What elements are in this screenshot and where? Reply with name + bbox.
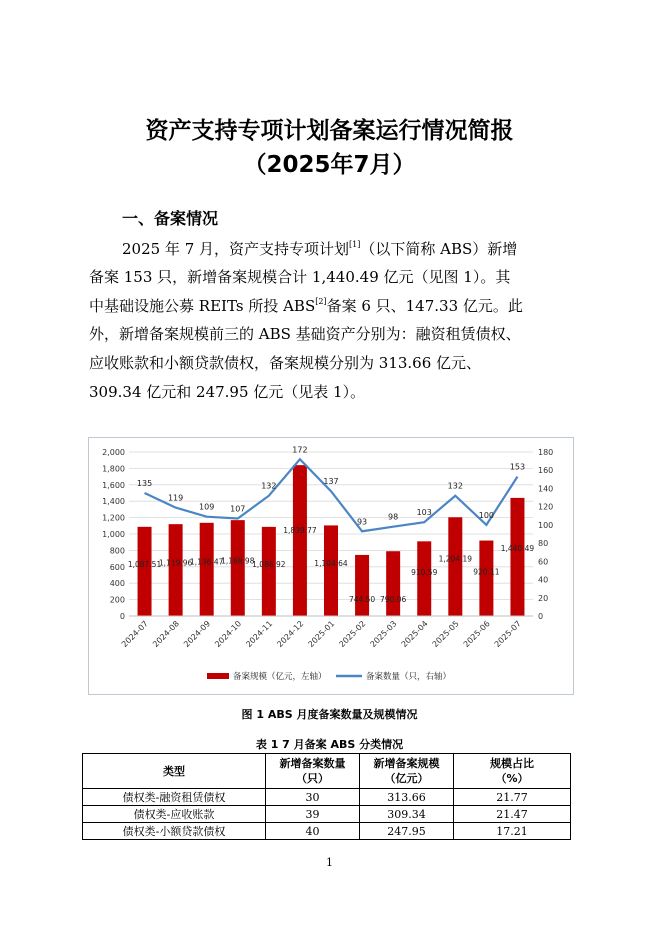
bar xyxy=(231,520,245,616)
bar-value-label: 910.59 xyxy=(411,567,438,577)
left-tick-label: 0 xyxy=(119,612,125,621)
legend-bar-label: 备案规模（亿元，左轴） xyxy=(233,672,327,682)
line-value-label: 103 xyxy=(416,508,432,518)
bar-value-label: 1,440.49 xyxy=(500,544,535,554)
document-title: 资产支持专项计划备案运行情况简报 xyxy=(145,118,514,144)
paragraph-line xyxy=(89,352,589,373)
table-cell: 21.47 xyxy=(454,806,571,823)
left-tick-label: 1,000 xyxy=(102,530,125,539)
right-tick-label: 80 xyxy=(538,539,549,549)
table-row xyxy=(83,789,571,806)
bar-value-label: 920.11 xyxy=(473,567,500,577)
left-tick-label: 1,200 xyxy=(102,513,125,523)
table-cell: 40 xyxy=(266,823,360,840)
right-tick-label: 60 xyxy=(538,557,549,567)
classification-table xyxy=(82,753,571,840)
left-tick-label: 600 xyxy=(109,562,125,572)
right-tick-label: 120 xyxy=(538,502,554,512)
table-cell: 313.66 xyxy=(360,789,454,806)
figure-caption: 图 1 ABS 月度备案数量及规模情况 xyxy=(241,708,418,721)
table-cell: 309.34 xyxy=(360,806,454,823)
legend-bar-swatch xyxy=(207,673,229,679)
bar xyxy=(355,555,369,616)
left-tick-label: 800 xyxy=(109,546,125,556)
bar xyxy=(262,527,276,616)
line-value-label: 132 xyxy=(261,481,277,491)
footnote-ref[interactable]: [1] xyxy=(349,240,361,249)
paragraph-line xyxy=(89,323,589,344)
left-tick-label: 400 xyxy=(109,579,125,589)
table-body xyxy=(83,789,571,840)
line-value-label: 93 xyxy=(356,517,368,527)
line-text: 2025 年 7 月，资产支持专项计划 xyxy=(122,240,350,258)
bar xyxy=(200,523,214,616)
left-tick-label: 1,600 xyxy=(102,480,125,490)
category-label: 2025-04 xyxy=(399,619,430,650)
table-cell: 债权类-应收账款 xyxy=(83,806,266,823)
category-label: 2024-10 xyxy=(213,619,244,650)
line-value-label: 135 xyxy=(136,479,153,488)
left-tick-label: 1,800 xyxy=(102,464,125,474)
category-label: 2025-07 xyxy=(492,619,523,650)
left-tick-label: 2,000 xyxy=(102,448,125,457)
line-text: 外，新增备案规模前三的 ABS 基础资产分别为：融资租赁债权、 xyxy=(89,325,521,343)
line-value-label: 109 xyxy=(199,502,215,512)
table-caption: 表 1 7 月备案 ABS 分类情况 xyxy=(255,738,404,751)
line-text: 备案 6 只、147.33 亿元。此 xyxy=(326,297,523,315)
table-header-cell: 新增备案数量 （只） xyxy=(266,754,360,789)
paragraph-line xyxy=(122,238,622,259)
category-label: 2024-07 xyxy=(119,619,150,650)
table-header-row xyxy=(83,754,571,789)
line-text: （以下简称 ABS）新增 xyxy=(360,240,518,258)
bar-value-label: 1,087.51 xyxy=(127,559,162,569)
right-tick-label: 0 xyxy=(538,612,544,621)
line-text: 中基础设施公募 REITs 所投 ABS xyxy=(89,297,316,315)
right-tick-label: 20 xyxy=(538,593,549,603)
table-header-cell: 新增备案规模 （亿元） xyxy=(360,754,454,789)
category-label: 2024-09 xyxy=(182,619,213,650)
table-cell: 21.77 xyxy=(454,789,571,806)
page-number: 1 xyxy=(326,856,333,869)
table-header-cell: 规模占比 （%） xyxy=(454,754,571,789)
abs-monthly-chart xyxy=(89,438,573,694)
line-value-label: 153 xyxy=(509,462,526,472)
line-text: 309.34 亿元和 247.95 亿元（见表 1）。 xyxy=(89,383,366,401)
left-tick-label: 200 xyxy=(109,595,125,605)
line-value-label: 98 xyxy=(388,512,399,522)
bar-value-label: 1,119.96 xyxy=(158,558,193,568)
table-cell: 债权类-小额贷款债权 xyxy=(83,823,266,840)
table-cell: 17.21 xyxy=(454,823,571,840)
legend-line-label: 备案数量（只，右轴） xyxy=(366,672,452,682)
category-label: 2025-02 xyxy=(337,619,368,650)
bar-value-label: 1,839.77 xyxy=(283,526,317,536)
table-header-cell: 类型 xyxy=(83,754,266,789)
category-label: 2025-06 xyxy=(461,619,492,650)
bar-value-label: 1,104.64 xyxy=(314,559,348,569)
bar xyxy=(386,551,400,616)
line-value-label: 172 xyxy=(292,445,308,455)
category-label: 2025-03 xyxy=(368,619,399,650)
bar xyxy=(324,525,338,616)
line-value-label: 107 xyxy=(230,504,246,514)
bar xyxy=(510,498,524,616)
table-cell: 债权类-融资租赁债权 xyxy=(83,789,266,806)
bar-value-label: 744.50 xyxy=(348,595,376,604)
bar-value-label: 790.06 xyxy=(380,595,407,604)
table-cell: 39 xyxy=(266,806,360,823)
left-tick-label: 1,400 xyxy=(102,497,125,507)
bar-value-label: 1,168.98 xyxy=(221,556,255,566)
bar-value-label: 1,204.19 xyxy=(438,554,473,564)
line-text: 备案 153 只，新增备案规模合计 1,440.49 亿元（见图 1）。其 xyxy=(89,268,511,286)
right-tick-label: 100 xyxy=(538,520,554,530)
table-cell: 30 xyxy=(266,789,360,806)
bar xyxy=(417,541,431,616)
category-label: 2024-12 xyxy=(275,619,306,650)
document-subtitle: （2025年7月） xyxy=(243,152,416,178)
paragraph-line xyxy=(89,381,589,402)
category-label: 2024-11 xyxy=(244,619,275,650)
bar xyxy=(293,465,307,616)
right-tick-label: 40 xyxy=(538,575,549,585)
category-label: 2025-05 xyxy=(430,619,461,650)
line-value-label: 132 xyxy=(447,481,463,491)
paragraph-line xyxy=(89,266,589,287)
line-value-label: 119 xyxy=(167,493,184,503)
right-tick-label: 160 xyxy=(538,466,554,476)
table-row xyxy=(83,806,571,823)
chart-frame xyxy=(88,437,574,695)
bar xyxy=(479,541,493,616)
footnote-ref[interactable]: [2] xyxy=(315,297,327,306)
bar-value-label: 1,086.92 xyxy=(252,559,286,569)
line-text: 应收账款和小额贷款债权，备案规模分别为 313.66 亿元、 xyxy=(89,354,482,372)
table-cell: 247.95 xyxy=(360,823,454,840)
table-row xyxy=(83,823,571,840)
line-value-label: 100 xyxy=(478,510,495,520)
paragraph-line xyxy=(89,295,589,316)
bar-value-label: 1,136.47 xyxy=(189,557,224,567)
bar xyxy=(448,517,462,616)
line-value-label: 137 xyxy=(323,477,339,487)
bar xyxy=(138,527,152,616)
right-tick-label: 180 xyxy=(538,448,554,457)
bar xyxy=(169,524,183,616)
section-heading: 一、备案情况 xyxy=(122,209,219,228)
right-tick-label: 140 xyxy=(538,484,554,494)
category-label: 2024-08 xyxy=(151,619,182,650)
category-label: 2025-01 xyxy=(306,619,337,650)
